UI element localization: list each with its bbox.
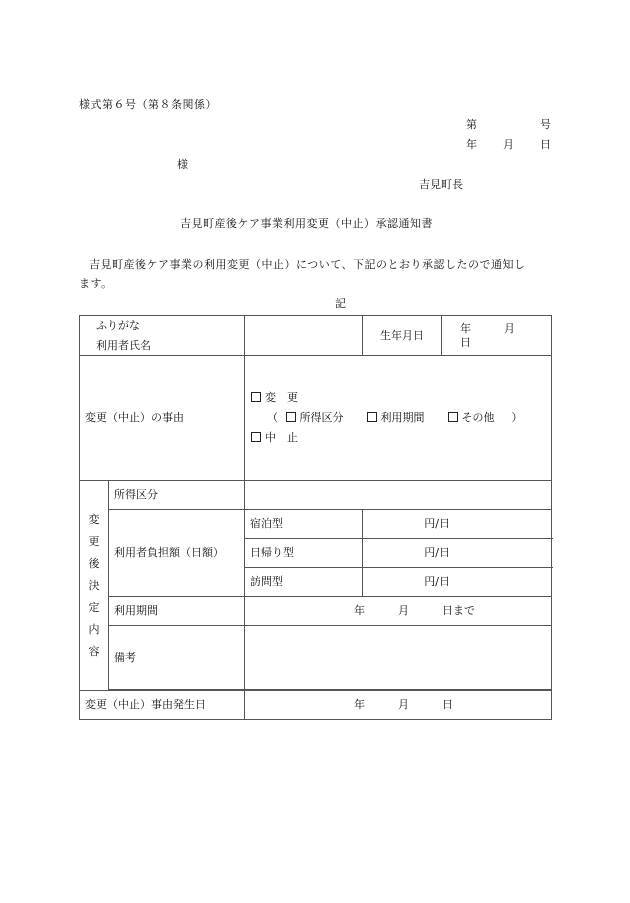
option-period-label: 利用期間 — [380, 411, 425, 424]
vertical-char: 内 — [88, 622, 100, 636]
day-amount-field[interactable] — [363, 539, 552, 568]
body-line-1: 吉見町産後ケア事業の利用変更（中止）について、下記のとおり承認したので通知し — [89, 258, 526, 271]
addressee-sama: 様 — [177, 158, 188, 171]
occurrence-date-label: 変更（中止）事由発生日 — [80, 691, 245, 720]
number-label-dai: 第 — [466, 118, 477, 131]
income-class-label: 所得区分 — [109, 481, 245, 510]
paren-open: （ — [267, 411, 278, 424]
vertical-char: 変 — [88, 512, 100, 526]
occur-year-label: 年 — [354, 698, 365, 711]
issuer-name: 吉見町長 — [419, 178, 463, 191]
occur-month-label: 月 — [398, 698, 409, 711]
vertical-char: 更 — [88, 534, 100, 548]
birth-year-label: 年 — [460, 321, 471, 335]
body-line-2: ます。 — [79, 277, 113, 290]
option-change[interactable] — [251, 388, 551, 408]
checkbox-period[interactable] — [367, 412, 377, 422]
checkbox-income[interactable] — [286, 412, 296, 422]
remarks-field[interactable] — [245, 626, 552, 690]
reason-label: 変更（中止）の事由 — [80, 356, 245, 481]
ki-label: 記 — [335, 297, 346, 310]
form-number: 様式第６号（第８条関係） — [79, 98, 217, 111]
user-name-label: 利用者氏名 — [96, 338, 151, 352]
number-label-go: 号 — [540, 118, 551, 131]
date-month-label: 月 — [503, 138, 514, 151]
checkbox-other[interactable] — [448, 412, 458, 422]
unit-yen-day: 円/日 — [424, 546, 450, 559]
checkbox-stop[interactable] — [251, 432, 261, 442]
birth-date-field[interactable] — [442, 316, 552, 356]
unit-yen-day: 円/日 — [424, 517, 450, 530]
type-stay-label: 宿泊型 — [245, 510, 363, 539]
birth-day-label: 日 — [460, 335, 471, 349]
checkbox-change[interactable] — [251, 392, 261, 402]
income-class-field[interactable] — [245, 481, 552, 510]
birth-date-label: 生年月日 — [363, 316, 442, 356]
notification-form-table — [79, 315, 552, 720]
birth-month-label: 月 — [504, 321, 515, 335]
period-month-label: 月 — [398, 604, 409, 617]
burden-label: 利用者負担額（日額） — [109, 510, 245, 597]
user-name-field[interactable] — [245, 316, 363, 356]
period-year-label: 年 — [354, 604, 365, 617]
vertical-char: 容 — [88, 644, 100, 658]
document-title: 吉見町産後ケア事業利用変更（中止）承認通知書 — [180, 217, 433, 230]
occurrence-date-field[interactable] — [245, 691, 552, 720]
option-stop-label: 中 止 — [265, 431, 298, 444]
decided-content-vertical-label — [80, 481, 109, 691]
option-change-label: 変 更 — [265, 391, 298, 404]
vertical-char: 決 — [88, 578, 100, 592]
period-field[interactable] — [245, 597, 552, 626]
occur-day-label: 日 — [442, 698, 453, 711]
unit-yen-day: 円/日 — [424, 575, 450, 588]
type-visit-label: 訪問型 — [245, 568, 363, 597]
visit-amount-field[interactable] — [363, 568, 552, 597]
option-other-label: その他 — [461, 411, 495, 424]
period-until-label: 日まで — [442, 604, 475, 617]
furigana-label: ふりがな — [96, 318, 140, 332]
name-label-cell — [80, 316, 245, 356]
date-day-label: 日 — [540, 138, 551, 151]
paren-close: ） — [511, 411, 523, 424]
reason-options-cell — [245, 356, 552, 481]
vertical-char: 後 — [88, 556, 100, 570]
type-day-label: 日帰り型 — [245, 539, 363, 568]
remarks-label: 備考 — [109, 626, 245, 690]
period-label: 利用期間 — [109, 597, 245, 626]
stay-amount-field[interactable] — [363, 510, 552, 539]
option-income-label: 所得区分 — [299, 411, 344, 424]
date-year-label: 年 — [466, 138, 477, 151]
option-stop[interactable] — [251, 428, 551, 448]
vertical-char: 定 — [88, 600, 100, 614]
